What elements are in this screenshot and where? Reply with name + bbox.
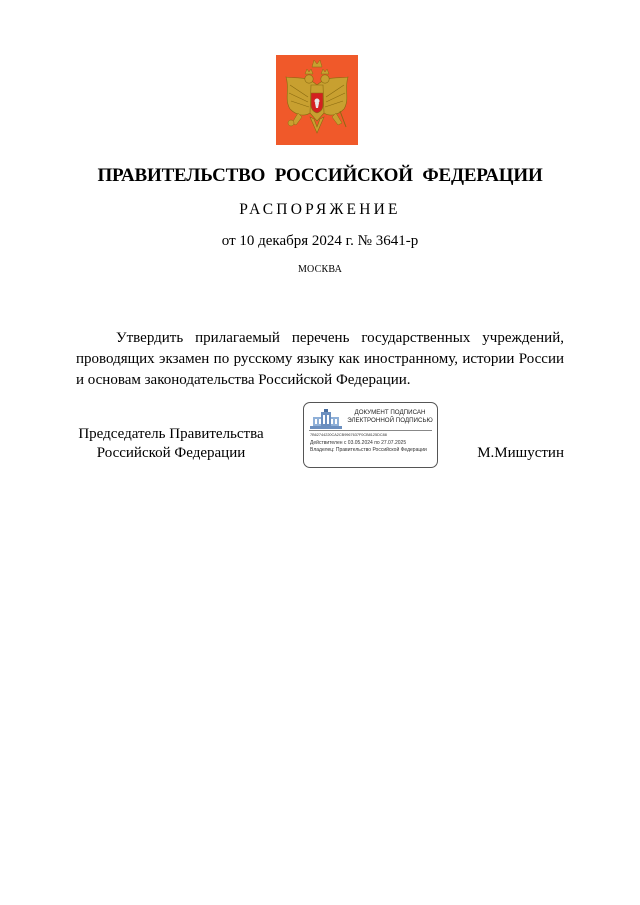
electronic-signature-stamp	[303, 402, 438, 468]
certificate-owner: Владелец: Правительство Российской Федерации	[310, 447, 427, 453]
order-text: Утвердить прилагаемый перечень государственных учреждений, проводящих экзамен по русскому языку как иностранному, истории России и основам законодательства Российской Федерации.	[76, 330, 564, 388]
coat-of-arms-emblem	[276, 55, 358, 145]
government-title: ПРАВИТЕЛЬСТВО РОССИЙСКОЙ ФЕДЕРАЦИИ	[97, 165, 543, 186]
stamp-header	[344, 409, 436, 425]
document-number: 3641-р	[375, 233, 419, 249]
date-prefix: от	[221, 233, 236, 249]
certificate-validity: Действителен с 03.05.2024 по 27.07.2025	[310, 440, 407, 446]
document-date: 10 декабря 2024 г.	[239, 233, 354, 249]
stamp-divider	[309, 430, 432, 431]
stamp-header-line1: ДОКУМЕНТ ПОДПИСАН	[354, 409, 426, 416]
signer-position	[76, 425, 266, 463]
signer-position-line1: Председатель Правительства	[78, 426, 264, 442]
number-prefix: №	[357, 233, 372, 249]
stamp-header-line2: ЭЛЕКТРОННОЙ ПОДПИСЬЮ	[347, 417, 433, 424]
document-type: РАСПОРЯЖЕНИЕ	[239, 201, 401, 218]
document-date-line	[0, 233, 640, 250]
certificate-serial: 7B62744220CA2CB9967637F0CB8125DC88	[310, 433, 387, 437]
government-building-icon	[309, 408, 343, 430]
city-name: МОСКВА	[297, 264, 343, 275]
signer-name: М.Мишустин	[477, 445, 564, 461]
signer-position-line2: Российской Федерации	[96, 445, 246, 461]
